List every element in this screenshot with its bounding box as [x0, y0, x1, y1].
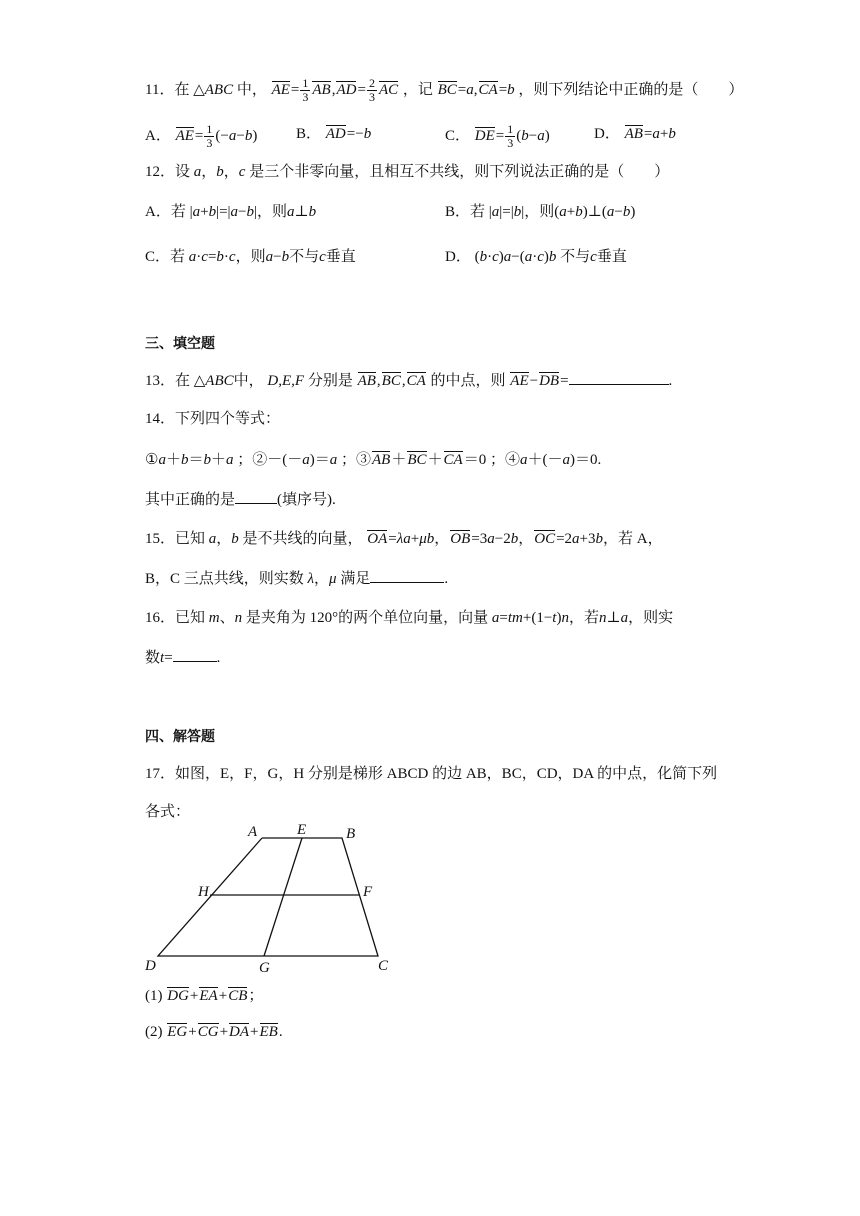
q12-stem: 12．设 a，b，c 是三个非零向量，且相互不共线，则下列说法正确的是（ ） [145, 164, 670, 180]
q11-triangle: △ABC [193, 81, 234, 98]
q12-option-a[interactable]: A．若 |a+b|=|a−b|，则a⊥b [145, 204, 317, 220]
trapezoid-svg [140, 820, 400, 980]
q14-eq3-marker: ；③ [341, 452, 372, 468]
q11-tail: ，则下列结论中正确的是（ ） [518, 81, 744, 98]
q16-then: ，若 [568, 610, 599, 626]
segment-eg [264, 838, 302, 956]
q11-option-b-label: B． [296, 126, 322, 142]
q16-prefix: 16．已知 [145, 610, 206, 626]
label-a: A [248, 824, 258, 840]
q16-line2-text: 数 [145, 650, 161, 666]
q14-eq4-marker: ；④ [489, 452, 520, 468]
q14-answer-suffix: (填序号). [277, 492, 336, 508]
q11-option-c-label: C． [445, 127, 471, 144]
q12-option-d[interactable]: D． (b·c)a−(a·c)b 不与c垂直 [445, 249, 627, 265]
q13-triangle: △ABC [193, 373, 234, 389]
q11-zhong: 中， [236, 81, 267, 98]
q13-mid1: 中， [233, 373, 264, 389]
q12-option-d-label: D． [445, 249, 471, 265]
q16-mid: 是夹角为 120°的两个单位向量，向量 [245, 610, 489, 626]
q15-line2-prefix: ，若 A， [603, 531, 663, 547]
q11-prefix: 11．在 [145, 81, 190, 98]
trapezoid-outline [158, 838, 378, 956]
q15-answer-blank[interactable] [370, 568, 444, 583]
q12-option-c-label: C．若 [145, 249, 186, 265]
q13-end: . [668, 373, 673, 389]
label-e: E [297, 822, 307, 838]
label-g: G [259, 960, 270, 976]
q11-note: ，记 [402, 81, 433, 98]
q14-answer-blank[interactable] [235, 489, 277, 504]
q15-line2: B，C 三点共线，则实数 λ，μ 满足 . [145, 568, 448, 590]
q11-option-a-label: A． [145, 127, 171, 144]
q17-part1-label: (1) [145, 988, 163, 1004]
q12-option-c-tail: 不与 [289, 249, 320, 265]
q12-prefix: 12．设 [145, 164, 191, 180]
q15-line2-text: B，C 三点共线，则实数 [145, 571, 304, 587]
q13-prefix: 13．在 [145, 373, 191, 389]
q12-option-b-then: ，则 [524, 204, 555, 220]
q14-answer-prefix: 其中正确的是 [145, 492, 236, 508]
q12-option-d-tail: 不与 [560, 249, 591, 265]
q15-prefix: 15．已知 [145, 531, 206, 547]
q13-mid3: 的中点，则 [430, 373, 506, 389]
q12-option-c[interactable]: C．若 a·c=b·c，则a−b不与c垂直 [145, 249, 356, 265]
q13-answer-blank[interactable] [569, 370, 669, 385]
q12-option-d-end: 垂直 [596, 249, 627, 265]
q11-option-b[interactable]: B． AD=−b [296, 126, 372, 142]
q13-points: D,E,F [267, 373, 305, 389]
q16-end: . [216, 650, 221, 666]
q12-option-b[interactable]: B．若 |a|=|b|，则(a+b)⊥(a−b) [445, 204, 636, 220]
q11-stem: 11．在 △ABC 中， AE= $\frac{1}{3}$ AB,AD= $\frac{2}{3}$ AC ，记 BC=a,CA=b ，则下列结论中正确的是（ ） [145, 76, 744, 104]
q16-line2: 数t= . [145, 647, 220, 669]
q15-stem: 15．已知 a，b 是不共线的向量， OA=λa+μb，OB=3a−2b，OC=2a+3b，若 A， [145, 531, 663, 547]
q12-tail: 是三个非零向量，且相互不共线，则下列说法正确的是（ ） [249, 164, 670, 180]
q12-option-a-then: ，则 [257, 204, 288, 220]
q14-answer-line [145, 489, 336, 511]
q12-option-c-then: ，则 [235, 249, 266, 265]
q11-option-d-label: D． [594, 126, 620, 142]
q12-option-c-end: 垂直 [325, 249, 356, 265]
q15-mid: 是不共线的向量， [242, 531, 363, 547]
trapezoid-figure [140, 820, 400, 980]
q16-answer-blank[interactable] [173, 647, 217, 662]
label-b: B [346, 826, 356, 842]
label-d: D [145, 958, 156, 974]
q14-eq2-marker: ；②－(－ [237, 452, 303, 468]
label-h: H [198, 884, 209, 900]
q15-end: . [444, 571, 449, 587]
q14-eq1-marker: ① [145, 452, 159, 468]
q11-option-a[interactable]: A． AE= $\frac{1}{3}$ (−a−b) [145, 122, 258, 150]
q17-part1: (1) DG+EA+CB； [145, 988, 264, 1004]
q17-part2: (2) EG+CG+DA+EB. [145, 1024, 283, 1040]
q15-line2-mid: 满足 [340, 571, 371, 587]
q14-equations: ①a＋b＝b＋a ；②－(－a)＝a ；③AB＋BC＋CA＝0 ；④a＋(－a)＝0. [145, 452, 602, 468]
q13-stem: 13．在 △ABC中， D,E,F 分别是 AB,BC,CA 的中点，则 AE−DB= . [145, 370, 672, 392]
label-c: C [378, 958, 389, 974]
q16-tail: ，则实 [628, 610, 674, 626]
q11-option-d[interactable]: D． AB=a+b [594, 126, 676, 142]
q12-option-b-label: B．若 [445, 204, 486, 220]
q17-line1: 17．如图，E，F，G，H 分别是梯形 ABCD 的边 AB，BC，CD，DA 的中点，化简下列 [145, 766, 718, 782]
section-solution-title: 四、解答题 [145, 729, 215, 745]
label-f: F [363, 884, 373, 900]
q17-part2-label: (2) [145, 1024, 163, 1040]
q13-mid2: 分别是 [307, 373, 353, 389]
q17-line2: 各式： [145, 804, 191, 820]
q11-option-c[interactable]: C． DE= $\frac{1}{3}$ (b−a) [445, 122, 550, 150]
q16-stem: 16．已知 m、n 是夹角为 120°的两个单位向量，向量 a=tm+(1−t)n，若n⊥a，则实 [145, 610, 674, 626]
section-fill-in-title: 三、填空题 [145, 336, 215, 352]
q14-stem: 14．下列四个等式： [145, 411, 281, 427]
q12-option-a-label: A．若 [145, 204, 186, 220]
